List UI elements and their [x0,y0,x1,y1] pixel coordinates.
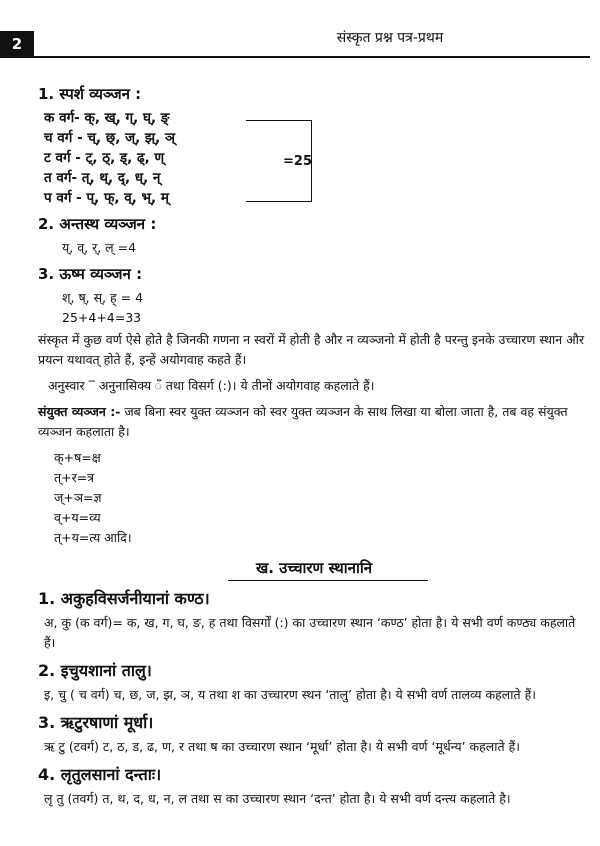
varga-row: प वर्ग - प्, फ्, व्, भ्, म् [44,190,169,206]
example-line: व्+य=व्य [54,510,101,525]
section2-heading: 2. अन्तस्थ व्यञ्जन : [38,215,157,233]
kha-rule [228,580,428,581]
samyukta-paragraph [38,402,590,442]
samyukta-definition: जब बिना स्वर युक्त व्यञ्जन को स्वर युक्त व्यञ्जन के साथ लिखा या बोला जाता है, तब वह संयुक्त व्यञ्जन कहलाता है। [38,404,568,439]
varga-row: ट वर्ग - ट्, ठ्, ड्, ढ्, ण् [44,150,165,166]
sthana-text: इ, चु ( च वर्ग) च, छ, ज, झ, ञ, य तथा श का उच्चारण स्थन ‘तालु’ होता है। ये सभी वर्ण तालव्य कहलाते हैं। [44,687,536,702]
sthana-text: ऋ टु (टवर्ग) ट, ठ, ड, ढ, ण, र तथा ष का उच्चारण स्थान ‘मूर्धा’ होता है। ये सभी वर्ण ‘मूर्धन्य’ कहलाते हैं। [44,739,520,754]
header-rule [0,56,590,58]
sthana-title: 4. लृतुलसानां दन्ताः। [38,765,162,784]
section3-heading: 3. ऊष्म व्यञ्जन : [38,265,143,283]
varga-group [38,108,590,208]
example-line: ज्+ञ=ज्ञ [54,490,102,505]
page-number: 2 [0,31,34,57]
example-line: क्+ष=क्ष [54,450,101,465]
samyukta-term: संयुक्त व्यञ्जन :- [38,404,121,419]
ayogavaha-paragraph: संस्कृत में कुछ वर्ण ऐसे होते है जिनकी गणना न स्वरों में होती है और न व्यञ्जनो में होती है परन्तु इनके उच्चारण स्थान और प्रयत्न यथावत् होते हैं, इन्हें अयोगवाह कहते हैं। [38,332,585,367]
samyukta-examples [38,448,590,548]
sthana-title: 2. इचुयशानां तालु। [38,661,152,680]
varga-row: च वर्ग - च्, छ्, ज्, झ्, ञ् [44,130,175,146]
kha-heading: ख. उच्चारण स्थानानि [255,559,373,577]
example-line: त्+य=त्य आदि। [54,530,132,545]
varga-row: क वर्ग- क्, ख्, ग्, घ्, ङ् [44,110,170,126]
example-line: त्+र=त्र [54,470,95,485]
varga-total: =25 [283,154,312,169]
running-title: संस्कृत प्रश्न पत्र-प्रथम [336,30,444,46]
sthana-title: 3. ऋटुरषाणां मूर्धा। [38,713,154,732]
sthana-text: लृ तु (तवर्ग) त, थ, द, ध, न, ल तथा स का उच्चारण स्थान ‘दन्त’ होता है। ये सभी वर्ण दन्त्य कहलाते है। [44,791,511,806]
varga-row: त वर्ग- त्, थ्, द्, ध्, न् [44,170,161,186]
ushma-list: श्, ष्, स्, ह् = 4 [62,290,144,305]
page-content [38,78,590,815]
total-count: 25+4+4=33 [62,310,142,325]
anusvara-paragraph: अनुस्वार ‾ अनुनासिक्य ँ तथा विसर्ग (:)। ये तीनों अयोगवाह कहलाते हैं। [48,378,375,393]
page-header [0,0,600,60]
section1-heading: 1. स्पर्श व्यञ्जन : [38,85,142,103]
antastha-list: य्, व्, र्, ल् =4 [62,240,137,255]
sthana-title: 1. अकुहविसर्जनीयानां कण्ठ। [38,589,210,608]
sthana-text: अ, कु (क वर्ग)= क, ख, ग, घ, ङ, ह तथा विसर्गों (:) का उच्चारण स्थान ‘कण्ठ’ होता है। ये सभी वर्ण कण्ठ्य कहलाते हैं। [44,615,576,650]
